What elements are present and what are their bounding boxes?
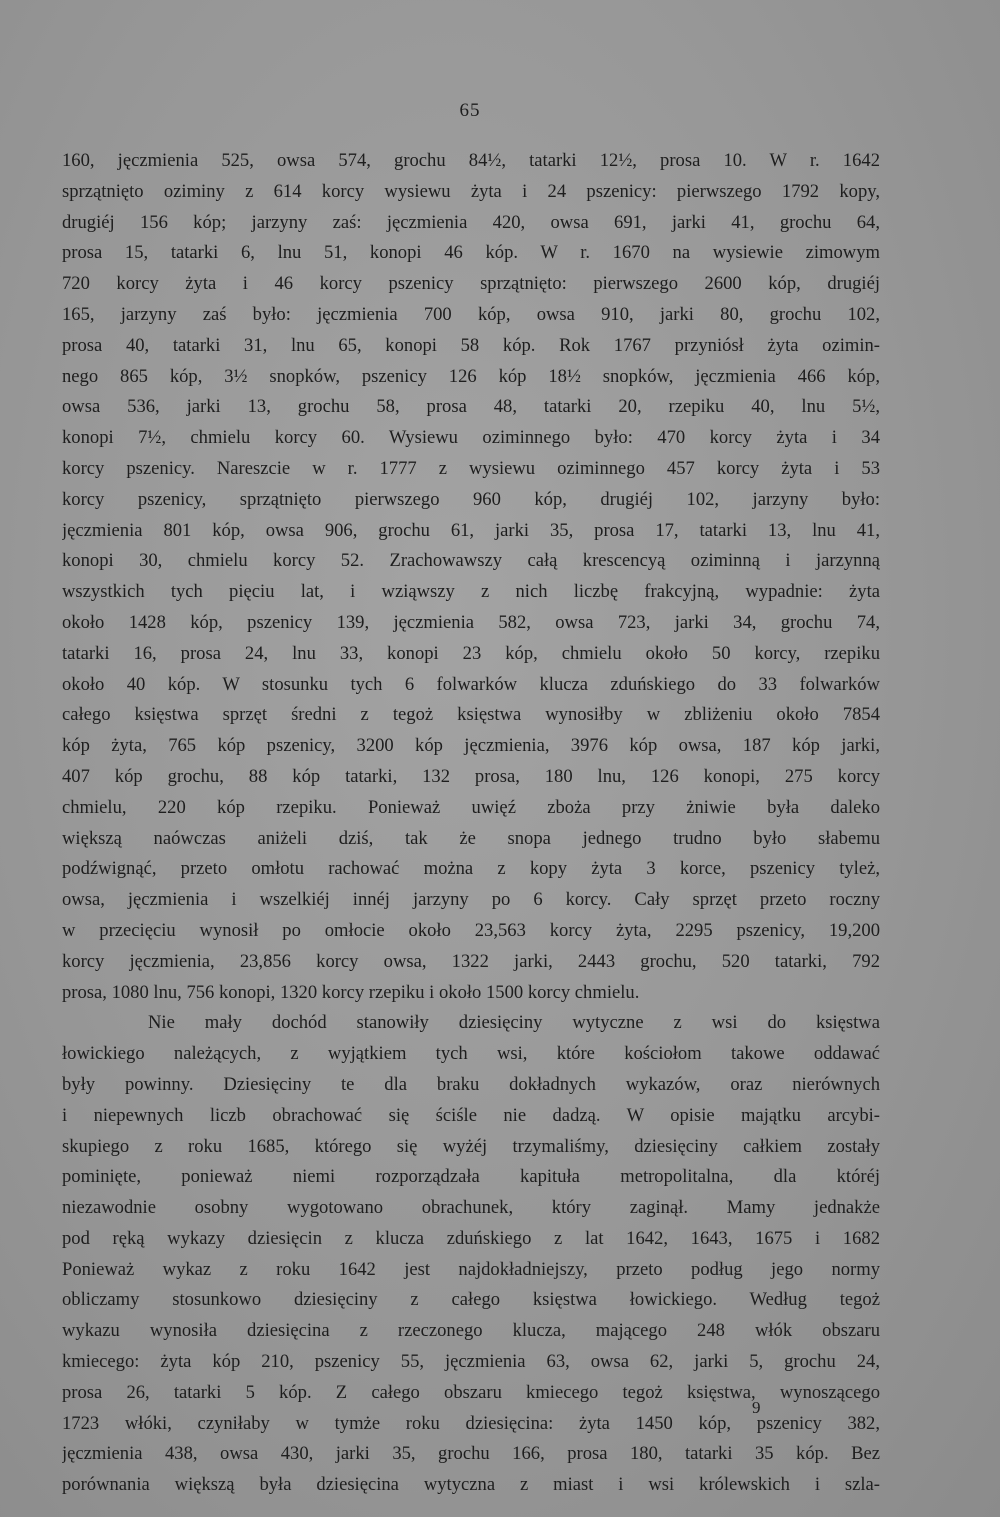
text-line: około 1428 kóp, pszenicy 139, jęczmienia 582, owsa 723, jarki 34, grochu 74,: [62, 611, 880, 633]
text-line: korcy jęczmienia, 23,856 korcy owsa, 1322 jarki, 2443 grochu, 520 tatarki, 792: [62, 950, 880, 972]
text-line: kmiecego: żyta kóp 210, pszenicy 55, jęczmienia 63, owsa 62, jarki 5, grochu 24,: [62, 1351, 880, 1373]
text-line: obliczamy stosunkowo dziesięciny z całego księstwa łowickiego. Według tegoż: [62, 1289, 880, 1311]
text-line: owsa 536, jarki 13, grochu 58, prosa 48, tatarki 20, rzepiku 40, lnu 5½,: [62, 396, 880, 418]
paragraph-2: [62, 1008, 880, 1501]
text-line: były powinny. Dziesięciny te dla braku dokładnych wykazów, oraz nierównych: [62, 1073, 880, 1095]
text-line: skupiego z roku 1685, którego się wyżéj trzymaliśmy, dziesięciny całkiem zostały: [62, 1135, 880, 1157]
text-line: podźwignąć, przeto omłotu rachować można z kopy żyta 3 korce, pszenicy tyleż,: [62, 858, 880, 880]
text-line: Nie mały dochód stanowiły dziesięciny wytyczne z wsi do księstwa: [148, 1012, 880, 1034]
text-line: i niepewnych liczb obrachować się ściśle nie dadzą. W opisie majątku arcybi-: [62, 1104, 880, 1126]
text-line: niezawodnie osobny wygotowano obrachunek, który zaginął. Mamy jednakże: [62, 1197, 880, 1219]
text-line: prosa 26, tatarki 5 kóp. Z całego obszaru kmiecego tegoż księstwa, wynoszącego: [62, 1381, 880, 1403]
text-line: 720 korcy żyta i 46 korcy pszenicy sprzątnięto: pierwszego 2600 kóp, drugiéj: [62, 273, 880, 295]
text-line: wszystkich tych pięciu lat, i wziąwszy z nich liczbę frakcyjną, wypadnie: żyta: [62, 581, 880, 603]
paragraph-1: [62, 146, 880, 1008]
text-line: około 40 kóp. W stosunku tych 6 folwarków klucza zduńskiego do 33 folwarków: [62, 673, 880, 695]
text-line: w przecięciu wynosił po omłocie około 23,563 korcy żyta, 2295 pszenicy, 19,200: [62, 919, 880, 941]
text-line: większą naówczas aniżeli dziś, tak że snopa jednego trudno było słabemu: [62, 827, 880, 849]
text-line: pod ręką wykazy dziesięcin z klucza zduńskiego z lat 1642, 1643, 1675 i 1682: [62, 1227, 880, 1249]
text-line: porównania większą była dziesięcina wytyczna z miast i wsi królewskich i szla-: [62, 1474, 880, 1496]
text-line: Ponieważ wykaz z roku 1642 jest najdokładniejszy, przeto podług jego normy: [62, 1258, 880, 1280]
text-line: 160, jęczmienia 525, owsa 574, grochu 84½, tatarki 12½, prosa 10. W r. 1642: [62, 150, 880, 171]
text-line: całego księstwa sprzęt średni z tegoż księstwa wynosiłby w zbliżeniu około 7854: [62, 704, 880, 726]
text-line: wykazu wynosiła dziesięcina z rzeczonego klucza, mającego 248 włók obszaru: [62, 1320, 880, 1342]
body-text: [62, 146, 880, 1501]
text-line: konopi 7½, chmielu korcy 60. Wysiewu oziminnego było: 470 korcy żyta i 34: [62, 427, 880, 449]
text-line: prosa 15, tatarki 6, lnu 51, konopi 46 kóp. W r. 1670 na wysiewie zimowym: [62, 242, 880, 264]
text-line: prosa 40, tatarki 31, lnu 65, konopi 58 kóp. Rok 1767 przyniósł żyta ozimin-: [62, 334, 880, 356]
page-number: 65: [459, 100, 481, 121]
text-line: pominięte, ponieważ niemi rozporządzała kapituła metropolitalna, dla któréj: [62, 1166, 880, 1188]
text-line: sprzątnięto oziminy z 614 korcy wysiewu żyta i 24 pszenicy: pierwszego 1792 kopy,: [62, 180, 880, 202]
text-line: konopi 30, chmielu korcy 52. Zrachowawszy całą krescencyą oziminną i jarzynną: [62, 550, 880, 572]
text-line: 407 kóp grochu, 88 kóp tatarki, 132 prosa, 180 lnu, 126 konopi, 275 korcy: [62, 765, 880, 787]
text-line: korcy pszenicy. Nareszcie w r. 1777 z wysiewu oziminnego 457 korcy żyta i 53: [62, 457, 880, 479]
text-line: łowickiego należących, z wyjątkiem tych wsi, które kościołom takowe oddawać: [62, 1043, 880, 1065]
text-line: prosa, 1080 lnu, 756 konopi, 1320 korcy rzepiku i około 1500 korcy chmielu.: [62, 981, 640, 1003]
text-line: jęczmienia 801 kóp, owsa 906, grochu 61, jarki 35, prosa 17, tatarki 13, lnu 41,: [62, 519, 880, 541]
text-line: tatarki 16, prosa 24, lnu 33, konopi 23 kóp, chmielu około 50 korcy, rzepiku: [62, 642, 880, 664]
text-line: nego 865 kóp, 3½ snopków, pszenicy 126 kóp 18½ snopków, jęczmienia 466 kóp,: [62, 365, 880, 387]
printer-signature-mark: 9: [752, 1398, 761, 1417]
text-line: owsa, jęczmienia i wszelkiéj innéj jarzyny po 6 korcy. Cały sprzęt przeto roczny: [62, 889, 880, 911]
text-line: jęczmienia 438, owsa 430, jarki 35, grochu 166, prosa 180, tatarki 35 kóp. Bez: [62, 1443, 880, 1465]
text-line: chmielu, 220 kóp rzepiku. Ponieważ uwięź zboża przy żniwie była daleko: [62, 796, 880, 818]
text-line: 1723 włóki, czyniłaby w tymże roku dziesięcina: żyta 1450 kóp, pszenicy 382,: [62, 1412, 880, 1434]
text-line: korcy pszenicy, sprzątnięto pierwszego 960 kóp, drugiéj 102, jarzyny było:: [62, 488, 880, 510]
text-line: 165, jarzyny zaś było: jęczmienia 700 kóp, owsa 910, jarki 80, grochu 102,: [62, 303, 880, 325]
text-line: kóp żyta, 765 kóp pszenicy, 3200 kóp jęczmienia, 3976 kóp owsa, 187 kóp jarki,: [62, 735, 880, 757]
text-line: drugiéj 156 kóp; jarzyny zaś: jęczmienia 420, owsa 691, jarki 41, grochu 64,: [62, 211, 880, 233]
